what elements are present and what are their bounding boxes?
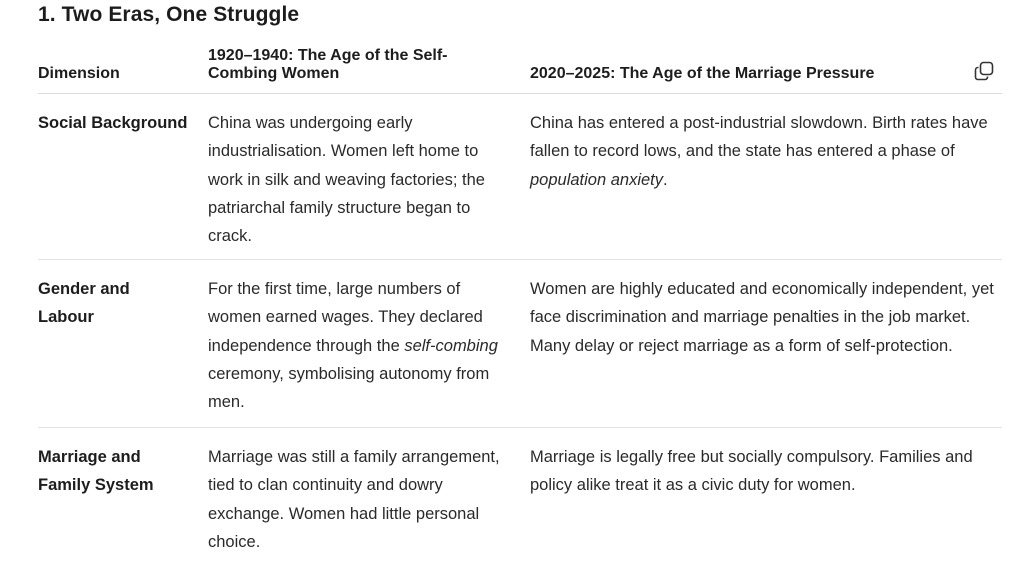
comparison-table: [38, 40, 1002, 568]
cell-emphasis: population anxiety: [530, 170, 664, 189]
row-era2-cell: Marriage is legally free but socially compulsory. Families and policy alike treat it as a civic duty for women.: [530, 448, 973, 495]
header-era-2020-2025: 2020–2025: The Age of the Marriage Pressure: [530, 65, 875, 82]
table-row: [38, 260, 1002, 428]
row-era2-cell: [530, 109, 1004, 194]
row-era1-cell: [208, 275, 506, 416]
row-era2-cell: Women are highly educated and economically independent, yet face discrimination and marriage penalties in the job market. Many delay or reject marriage as a form of self-protection.: [530, 280, 994, 355]
row-era1-cell: Marriage was still a family arrangement, tied to clan continuity and dowry exchange. Women had little personal choice.: [208, 448, 500, 551]
row-dimension: Social Background: [38, 114, 188, 132]
row-era1-cell: China was undergoing early industrialisation. Women left home to work in silk and weaving factories; the patriarchal family structure began to crack.: [208, 114, 485, 246]
row-dimension: Gender and Labour: [38, 280, 130, 327]
table-row: [38, 428, 1002, 568]
cell-text: ceremony, symbolising autonomy from men.: [208, 364, 490, 412]
table-row: [38, 94, 1002, 260]
cell-text: China has entered a post-industrial slowdown. Birth rates have fallen to record lows, and the state has entered a phase of: [530, 114, 988, 161]
row-dimension: Marriage and Family System: [38, 448, 154, 495]
cell-emphasis: self-combing: [404, 336, 498, 355]
cell-text: For the first time, large numbers of women earned wages. They declared independence through the: [208, 280, 483, 355]
header-dimension: Dimension: [38, 65, 120, 82]
copy-table-button[interactable]: [972, 59, 996, 83]
section-title: 1. Two Eras, One Struggle: [38, 3, 300, 26]
table-header-row: [38, 40, 1002, 94]
copy-icon: [972, 59, 996, 83]
header-era-1920-1940: 1920–1940: The Age of the Self-Combing Women: [208, 47, 448, 82]
cell-text: .: [663, 170, 668, 189]
